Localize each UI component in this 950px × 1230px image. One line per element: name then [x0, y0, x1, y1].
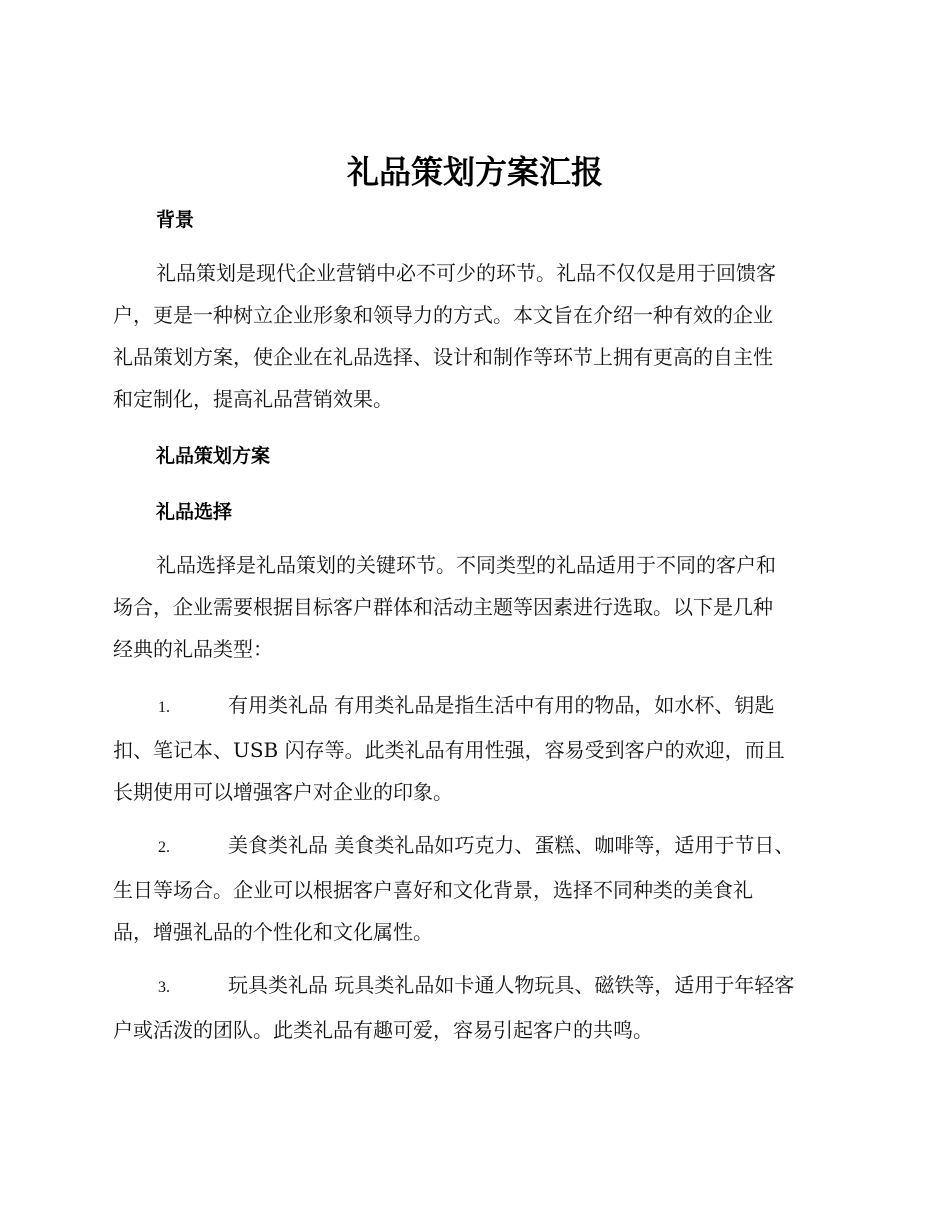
paragraph-line: 场合，企业需要根据目标客户群体和活动主题等因素进行选取。以下是几种 — [113, 595, 773, 619]
list-item-number: 2. — [158, 839, 170, 856]
list-item-text: 美食类礼品 美食类礼品如巧克力、蛋糕、咖啡等，适用于节日、 — [228, 833, 795, 857]
list-item-number: 3. — [158, 979, 170, 996]
document-title: 礼品策划方案汇报 — [346, 153, 603, 191]
section-heading-background: 背景 — [156, 209, 195, 231]
list-item-number: 1. — [158, 699, 170, 716]
list-item-text: 长期使用可以增强客户对企业的印象。 — [113, 780, 453, 804]
paragraph-selection — [113, 544, 843, 670]
paragraph-line: 礼品选择是礼品策划的关键环节。不同类型的礼品适用于不同的客户和 — [156, 553, 776, 577]
paragraph-line: 礼品策划方案，使企业在礼品选择、设计和制作等环节上拥有更高的自主性 — [113, 345, 773, 369]
section-heading-selection: 礼品选择 — [156, 501, 233, 523]
list-item — [113, 964, 843, 1051]
paragraph-line: 礼品策划是现代企业营销中必不可少的环节。礼品不仅仅是用于回馈客 — [156, 261, 776, 285]
list-item-text: 户或活泼的团队。此类礼品有趣可爱，容易引起客户的共鸣。 — [113, 1018, 653, 1042]
paragraph-line: 户，更是一种树立企业形象和领导力的方式。本文旨在介绍一种有效的企业 — [113, 303, 773, 327]
paragraph-line: 经典的礼品类型： — [113, 637, 273, 661]
list-item-text: 玩具类礼品 玩具类礼品如卡通人物玩具、磁铁等，适用于年轻客 — [228, 973, 795, 997]
paragraph-background — [113, 252, 843, 420]
list-item-text: 品，增强礼品的个性化和文化属性。 — [113, 920, 433, 944]
list-item-text: 扣、笔记本、USB 闪存等。此类礼品有用性强，容易受到客户的欢迎，而且 — [113, 738, 785, 762]
list-item — [113, 684, 843, 813]
paragraph-line: 和定制化，提高礼品营销效果。 — [113, 387, 393, 411]
list-item — [113, 824, 843, 953]
list-item-text: 有用类礼品 有用类礼品是指生活中有用的物品，如水杯、钥匙 — [228, 693, 775, 717]
list-item-text: 生日等场合。企业可以根据客户喜好和文化背景，选择不同种类的美食礼 — [113, 878, 753, 902]
section-heading-plan: 礼品策划方案 — [156, 445, 271, 467]
